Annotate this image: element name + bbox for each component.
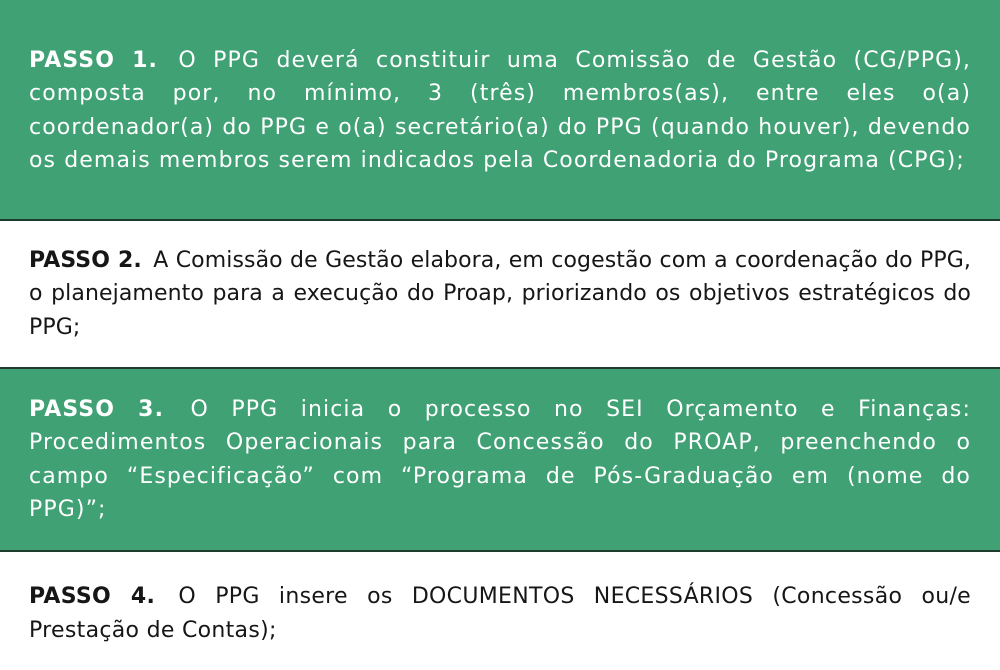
step-1-text: O PPG deverá constituir uma Comissão de Gestão (CG/PPG), composta por, no mínimo, 3 (três) membros(as), entre eles o(a) coordenador(a) do PPG e o(a) secretário(a) do PPG (quando houver), devendo os demais membros serem indicados pela Coordenadoria do Programa (CPG); [29,47,971,173]
step-3-text: O PPG inicia o processo no SEI Orçamento e Finanças: Procedimentos Operacionais para Concessão do PROAP, preenchendo o campo “Especificação” com “Programa de Pós-Graduação em (nome do PPG)”; [29,396,972,522]
step-2-paragraph [29,244,971,345]
step-4-text: O PPG insere os DOCUMENTOS NECESSÁRIOS (Concessão ou/e Prestação de Contas); [29,584,971,643]
step-2-text: A Comissão de Gestão elabora, em cogestão com a coordenação do PPG, o planejamento para a execução do Proap, priorizando os objetivos estratégicos do PPG; [29,247,971,340]
step-4-block [0,552,1000,670]
step-1-label: PASSO 1. [29,47,158,73]
step-2-label: PASSO 2. [29,247,142,273]
step-4-label: PASSO 4. [29,584,156,609]
step-2-block [0,221,1000,367]
step-3-paragraph [29,393,971,527]
step-1-block [0,0,1000,219]
step-1-paragraph [29,44,971,178]
step-4-paragraph [29,580,971,647]
step-3-block [0,369,1000,550]
step-3-label: PASSO 3. [29,396,165,422]
